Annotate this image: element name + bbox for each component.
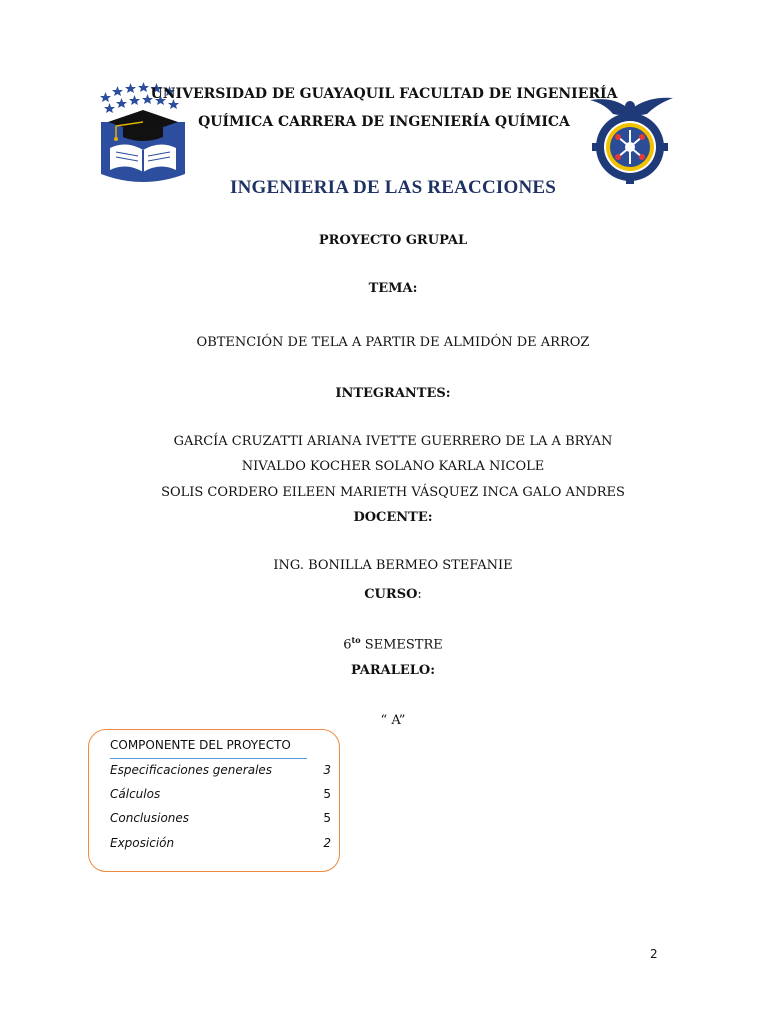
components-title-underline [110, 758, 307, 759]
component-row [110, 763, 331, 777]
component-name: Especificaciones generales [110, 763, 273, 777]
component-value: 5 [323, 811, 331, 825]
semestre-value [0, 635, 768, 652]
engineering-faculty-seal [585, 92, 675, 184]
integrantes-label: INTEGRANTES: [335, 386, 451, 401]
paralelo-label: PARALELO: [350, 663, 436, 678]
integrante-line: GARCÍA CRUZATTI ARIANA IVETTE GUERRERO DE LA A BRYAN [173, 434, 613, 449]
component-row [110, 836, 331, 850]
project-type: PROYECTO GRUPAL [318, 233, 468, 248]
component-value: 2 [323, 836, 331, 850]
paralelo-value: “ A” [380, 713, 406, 728]
career-line: QUÍMICA CARRERA DE INGENIERÍA QUÍMICA [198, 114, 570, 130]
tema-label: TEMA: [368, 281, 418, 296]
docente-value: ING. BONILLA BERMEO STEFANIE [273, 558, 513, 573]
curso-line [0, 587, 768, 602]
tema-value: OBTENCIÓN DE TELA A PARTIR DE ALMIDÓN DE ARROZ [196, 335, 590, 350]
integrante-line: SOLIS CORDERO EILEEN MARIETH VÁSQUEZ INCA GALO ANDRES [161, 485, 625, 500]
component-row [110, 811, 331, 825]
integrante-line: NIVALDO KOCHER SOLANO KARLA NICOLE [241, 459, 545, 474]
components-title: COMPONENTE DEL PROYECTO [110, 738, 291, 752]
project-components-box [88, 729, 340, 872]
curso-colon: : [417, 587, 422, 602]
semestre-word: SEMESTRE [360, 637, 443, 653]
curso-label: CURSO [364, 587, 418, 602]
component-name: Conclusiones [110, 811, 190, 825]
page-number: 2 [650, 947, 658, 961]
component-row [110, 787, 331, 801]
component-value: 3 [323, 763, 331, 777]
semestre-suffix: to [351, 635, 361, 645]
course-title: INGENIERIA DE LAS REACCIONES [229, 177, 557, 198]
semestre-number: 6 [343, 637, 352, 653]
component-value: 5 [323, 787, 331, 801]
component-name: Exposición [110, 836, 175, 850]
docente-label: DOCENTE: [353, 510, 433, 525]
component-name: Cálculos [110, 787, 161, 801]
university-faculty-line: UNIVERSIDAD DE GUAYAQUIL FACULTAD DE INGENIERÍA [150, 86, 618, 102]
